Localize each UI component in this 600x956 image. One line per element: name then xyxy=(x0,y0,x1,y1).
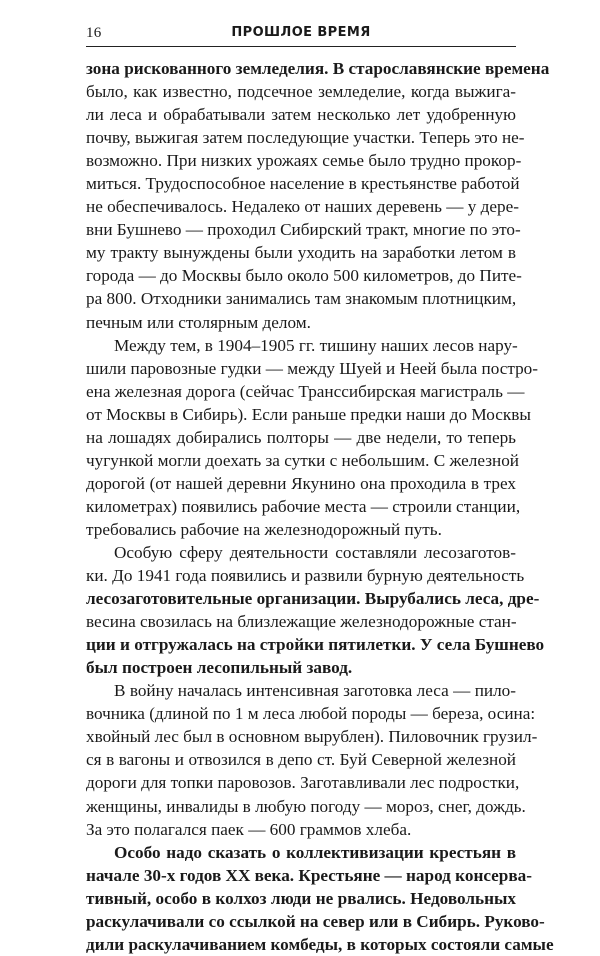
text-line: ли леса и обрабатывали затем несколько лет удобренную xyxy=(86,105,516,125)
text-line: Между тем, в 1904–1905 гг. тишину наших лесов нару- xyxy=(114,335,518,355)
text-line: не обеспечивалось. Недалеко от наших деревень — у дере- xyxy=(86,197,519,217)
text-line: ра 800. Отходники занимались там знакомым плотницким, xyxy=(86,289,517,309)
text-line: было, как известно, подсечное земледелие, когда выжига- xyxy=(86,82,516,102)
running-title: ПРОШЛОЕ ВРЕМЯ xyxy=(231,25,371,40)
text-line: вни Бушнево — проходил Сибирский тракт, многие по это- xyxy=(86,220,521,240)
text-line: раскулачивали со ссылкой на север или в Сибирь. Руково- xyxy=(86,911,545,931)
text-line: был построен лесопильный завод. xyxy=(86,658,353,678)
text-line: хвойный лес был в основном вырублен). Пиловочник грузил- xyxy=(86,727,538,747)
text-line: чугункой могли доехать за сутки с небольшим. С железной xyxy=(86,450,519,470)
text-line: начале 30-х годов XX века. Крестьяне — народ консерва- xyxy=(86,865,532,885)
text-line: В войну началась интенсивная заготовка леса — пило- xyxy=(114,681,516,701)
page-number: 16 xyxy=(86,25,102,41)
text-line: лесозаготовительные организации. Вырубались леса, дре- xyxy=(86,589,540,609)
text-line: Особую сферу деятельности составляли лесозаготов- xyxy=(114,542,516,562)
text-line: дорогой (от нашей деревни Якунино она проходила в трех xyxy=(86,473,516,493)
body-text xyxy=(86,57,554,956)
text-line: миться. Трудоспособное население в крестьянстве работой xyxy=(86,174,520,194)
text-line: шили паровозные гудки — между Шуей и Неей была постро- xyxy=(86,358,538,378)
text-line: ки. До 1941 года появились и развили бурную деятельность xyxy=(86,566,525,586)
text-line: ся в вагоны и отвозился в депо ст. Буй Северной железной xyxy=(86,750,516,770)
text-line: За это полагался паек — 600 граммов хлеба. xyxy=(86,819,412,839)
book-page xyxy=(86,24,554,954)
text-line: города — до Москвы было около 500 километров, до Пите- xyxy=(86,266,522,286)
text-line: требовались рабочие на железнодорожный путь. xyxy=(86,519,442,539)
text-line: му тракту вынуждены были уходить на заработки летом в xyxy=(86,243,516,263)
text-line: тивный, особо в колхоз люди не рвались. Недовольных xyxy=(86,888,516,908)
text-line: женщины, инвалиды в любую погоду — мороз, снег, дождь. xyxy=(86,796,526,816)
text-line: печным или столярным делом. xyxy=(86,312,311,332)
text-line: вочника (длиной по 1 м леса любой породы — береза, осина: xyxy=(86,704,536,724)
text-line: километрах) появились рабочие места — строили станции, xyxy=(86,496,521,516)
text-line: ции и отгружалась на стройки пятилетки. У села Бушнево xyxy=(86,635,545,655)
text-line: зона рискованного земледелия. В старославянские времена xyxy=(86,59,550,78)
text-line: возможно. При низких урожаях семье было трудно прокор- xyxy=(86,151,522,171)
text-line: на лошадях добирались полторы — две недели, то теперь xyxy=(86,427,516,447)
text-line: весина свозилась на близлежащие железнодорожные стан- xyxy=(86,612,517,632)
page-header xyxy=(86,24,516,47)
text-line: от Москвы в Сибирь). Если раньше предки наши до Москвы xyxy=(86,404,531,424)
text-line: Особо надо сказать о коллективизации крестьян в xyxy=(114,842,516,862)
text-line: дили раскулачиванием комбеды, в которых состояли самые xyxy=(86,934,554,954)
text-line: дороги для топки паровозов. Заготавливали лес подростки, xyxy=(86,773,520,793)
text-line: почву, выжигая затем последующие участки. Теперь это не- xyxy=(86,128,525,148)
text-line: ена железная дорога (сейчас Транссибирская магистраль — xyxy=(86,381,525,401)
